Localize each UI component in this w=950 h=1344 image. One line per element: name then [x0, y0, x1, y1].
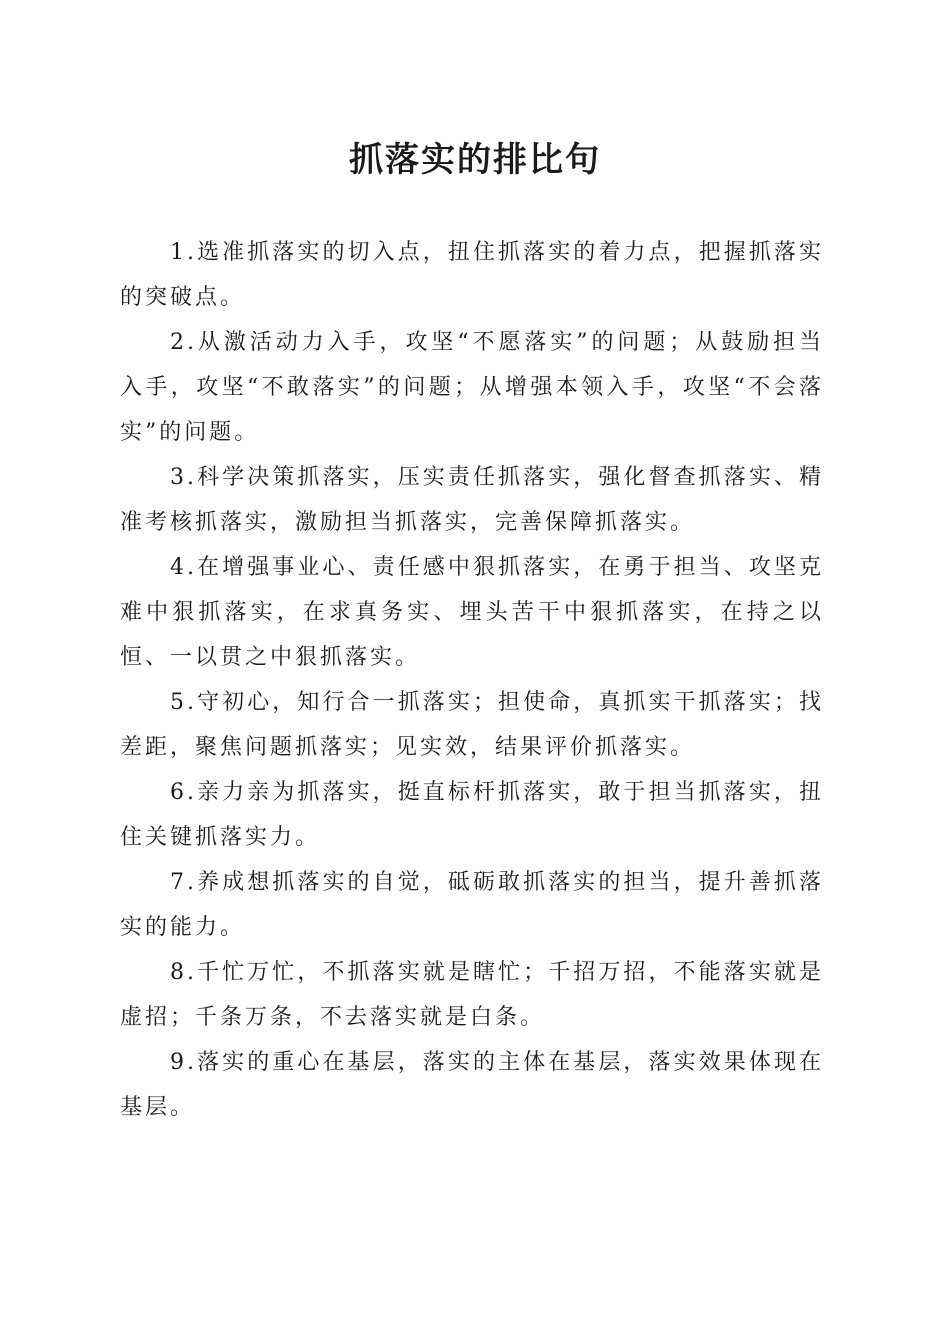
document-title: 抓落实的排比句 — [349, 140, 601, 180]
paragraph-3: 3.科学决策抓落实，压实责任抓落实，强化督查抓落实、精准考核抓落实，激励担当抓落实，完善保障抓落实。 — [120, 465, 824, 535]
paragraph-1: 1.选准抓落实的切入点，扭住抓落实的着力点，把握抓落实的突破点。 — [120, 240, 824, 310]
paragraph-9: 9.落实的重心在基层，落实的主体在基层，落实效果体现在基层。 — [120, 1050, 824, 1120]
document-body — [120, 230, 824, 1130]
paragraph-2: 2.从激活动力入手，攻坚“不愿落实”的问题；从鼓励担当入手，攻坚“不敢落实”的问题；从增强本领入手，攻坚“不会落实”的问题。 — [120, 330, 824, 445]
paragraph-5: 5.守初心，知行合一抓落实；担使命，真抓实干抓落实；找差距，聚焦问题抓落实；见实效，结果评价抓落实。 — [120, 690, 824, 760]
paragraph-8: 8.千忙万忙，不抓落实就是瞎忙；千招万招，不能落实就是虚招；千条万条，不去落实就是白条。 — [120, 960, 824, 1030]
paragraph-7: 7.养成想抓落实的自觉，砥砺敢抓落实的担当，提升善抓落实的能力。 — [120, 870, 824, 940]
paragraph-4: 4.在增强事业心、责任感中狠抓落实，在勇于担当、攻坚克难中狠抓落实，在求真务实、埋头苦干中狠抓落实，在持之以恒、一以贯之中狠抓落实。 — [120, 555, 824, 670]
paragraph-6: 6.亲力亲为抓落实，挺直标杆抓落实，敢于担当抓落实，扭住关键抓落实力。 — [120, 780, 824, 850]
